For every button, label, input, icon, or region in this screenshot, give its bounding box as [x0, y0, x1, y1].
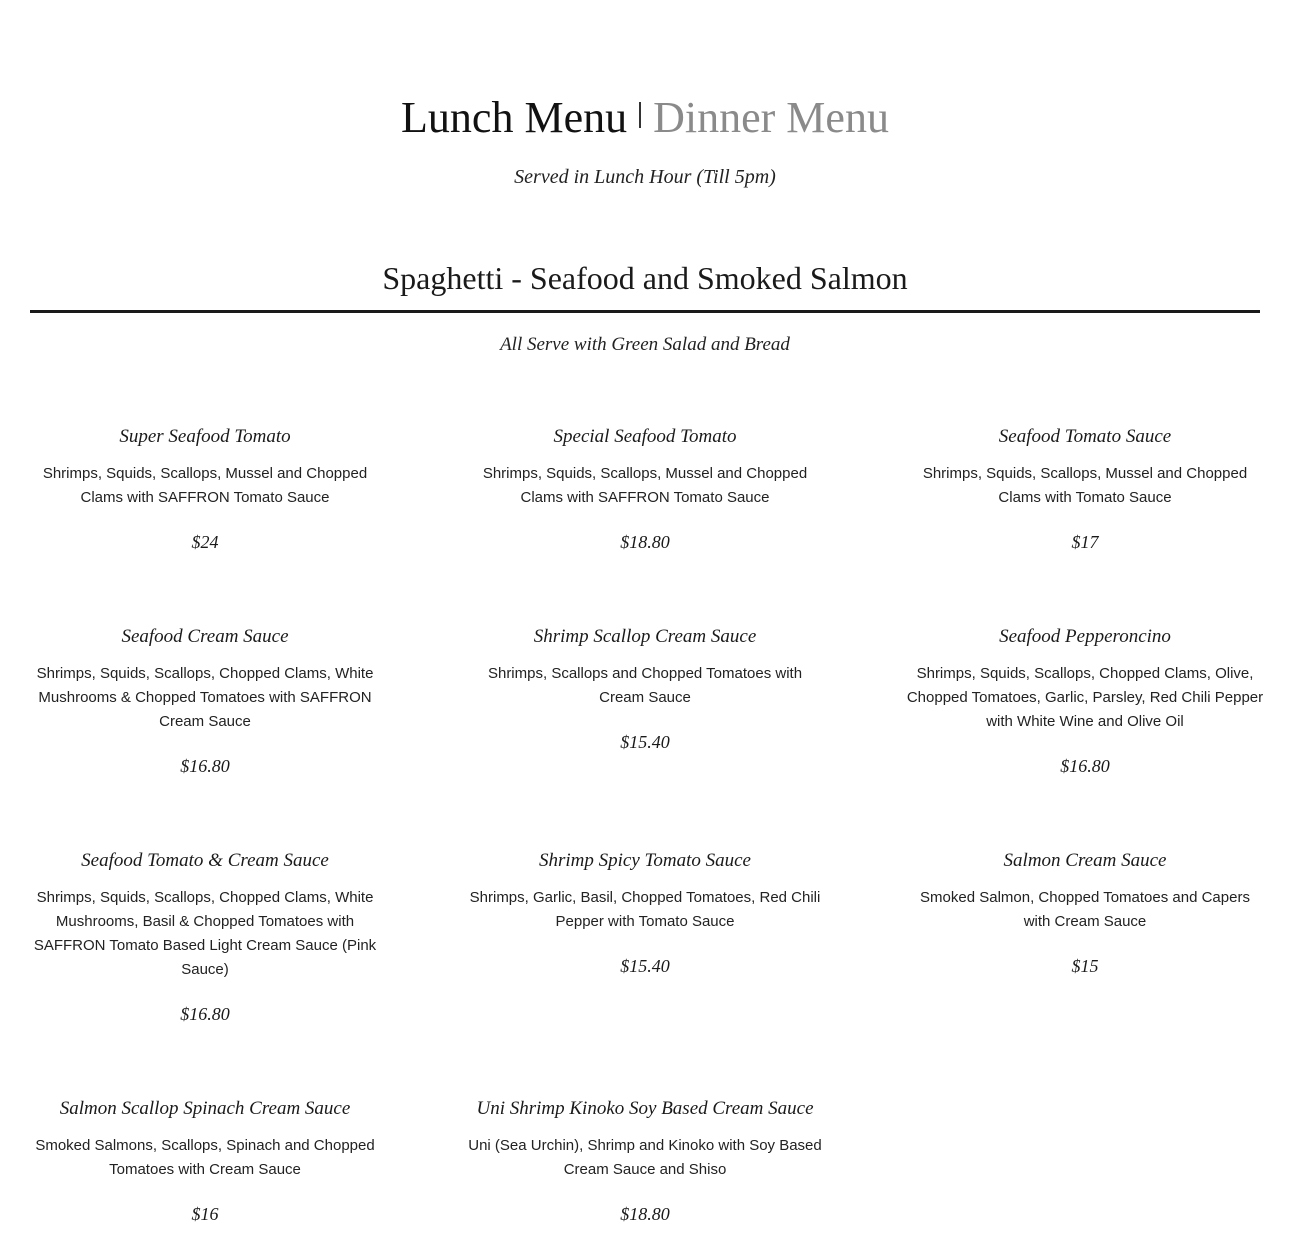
item-price: $16.80 — [180, 1004, 230, 1024]
item-description: Shrimps, Squids, Scallops, Chopped Clams, White Mushrooms & Chopped Tomatoes with SAFFRON Cream Sauce — [36, 665, 374, 730]
item-price: $15 — [1071, 956, 1099, 976]
item-description: Smoked Salmon, Chopped Tomatoes and Capers with Cream Sauce — [920, 889, 1250, 930]
served-hours-note: Served in Lunch Hour (Till 5pm) — [514, 166, 776, 188]
menu-tabs — [0, 92, 1290, 144]
menu-item — [25, 424, 385, 554]
menu-item — [905, 624, 1265, 778]
menu-item — [905, 424, 1265, 554]
item-price: $15.40 — [620, 956, 670, 976]
item-price: $16 — [191, 1204, 219, 1224]
menu-item — [25, 624, 385, 778]
menu-item — [465, 624, 825, 754]
item-name: Seafood Cream Sauce — [121, 626, 289, 647]
item-name: Shrimp Spicy Tomato Sauce — [539, 850, 751, 871]
item-description: Shrimps, Squids, Scallops, Chopped Clams, Olive, Chopped Tomatoes, Garlic, Parsley, Red Chili Pepper with White Wine and Olive Oil — [906, 665, 1264, 730]
menu-item — [25, 848, 385, 1026]
tab-divider — [639, 102, 641, 128]
tab-lunch-menu[interactable]: Lunch Menu — [401, 93, 628, 142]
item-price: $17 — [1071, 532, 1099, 552]
item-description: Shrimps, Squids, Scallops, Mussel and Chopped Clams with SAFFRON Tomato Sauce — [42, 465, 368, 506]
item-name: Salmon Cream Sauce — [1003, 850, 1167, 871]
item-name: Super Seafood Tomato — [119, 426, 291, 447]
menu-item — [465, 848, 825, 978]
item-description: Smoked Salmons, Scallops, Spinach and Chopped Tomatoes with Cream Sauce — [35, 1137, 375, 1178]
menu-item — [465, 424, 825, 554]
item-name: Shrimp Scallop Cream Sauce — [533, 626, 757, 647]
item-price: $16.80 — [180, 756, 230, 776]
tab-dinner-menu[interactable]: Dinner Menu — [653, 93, 889, 142]
item-name: Seafood Tomato Sauce — [998, 426, 1172, 447]
section-divider — [30, 310, 1260, 313]
section-note: All Serve with Green Salad and Bread — [500, 334, 790, 355]
menu-item — [25, 1096, 385, 1226]
item-description: Shrimps, Squids, Scallops, Mussel and Chopped Clams with SAFFRON Tomato Sauce — [482, 465, 808, 506]
item-description: Shrimps, Garlic, Basil, Chopped Tomatoes, Red Chili Pepper with Tomato Sauce — [469, 889, 821, 930]
item-price: $18.80 — [620, 1204, 670, 1224]
item-price: $15.40 — [620, 732, 670, 752]
item-name: Uni Shrimp Kinoko Soy Based Cream Sauce — [476, 1098, 814, 1119]
item-price: $16.80 — [1060, 756, 1110, 776]
item-name: Special Seafood Tomato — [553, 426, 737, 447]
item-description: Shrimps, Squids, Scallops, Mussel and Chopped Clams with Tomato Sauce — [922, 465, 1248, 506]
item-name: Seafood Tomato & Cream Sauce — [81, 850, 329, 871]
item-description: Shrimps, Squids, Scallops, Chopped Clams, White Mushrooms, Basil & Chopped Tomatoes with SAFFRON Tomato Based Light Cream Sauce (Pink Sauce) — [33, 889, 377, 978]
menu-item — [905, 848, 1265, 978]
section-title: Spaghetti - Seafood and Smoked Salmon — [382, 260, 908, 296]
item-price: $18.80 — [620, 532, 670, 552]
item-description: Uni (Sea Urchin), Shrimp and Kinoko with Soy Based Cream Sauce and Shiso — [468, 1137, 822, 1178]
item-price: $24 — [191, 532, 219, 552]
item-description: Shrimps, Scallops and Chopped Tomatoes with Cream Sauce — [487, 665, 803, 706]
item-name: Salmon Scallop Spinach Cream Sauce — [59, 1098, 351, 1119]
menu-item — [465, 1096, 825, 1226]
item-name: Seafood Pepperoncino — [999, 626, 1171, 647]
